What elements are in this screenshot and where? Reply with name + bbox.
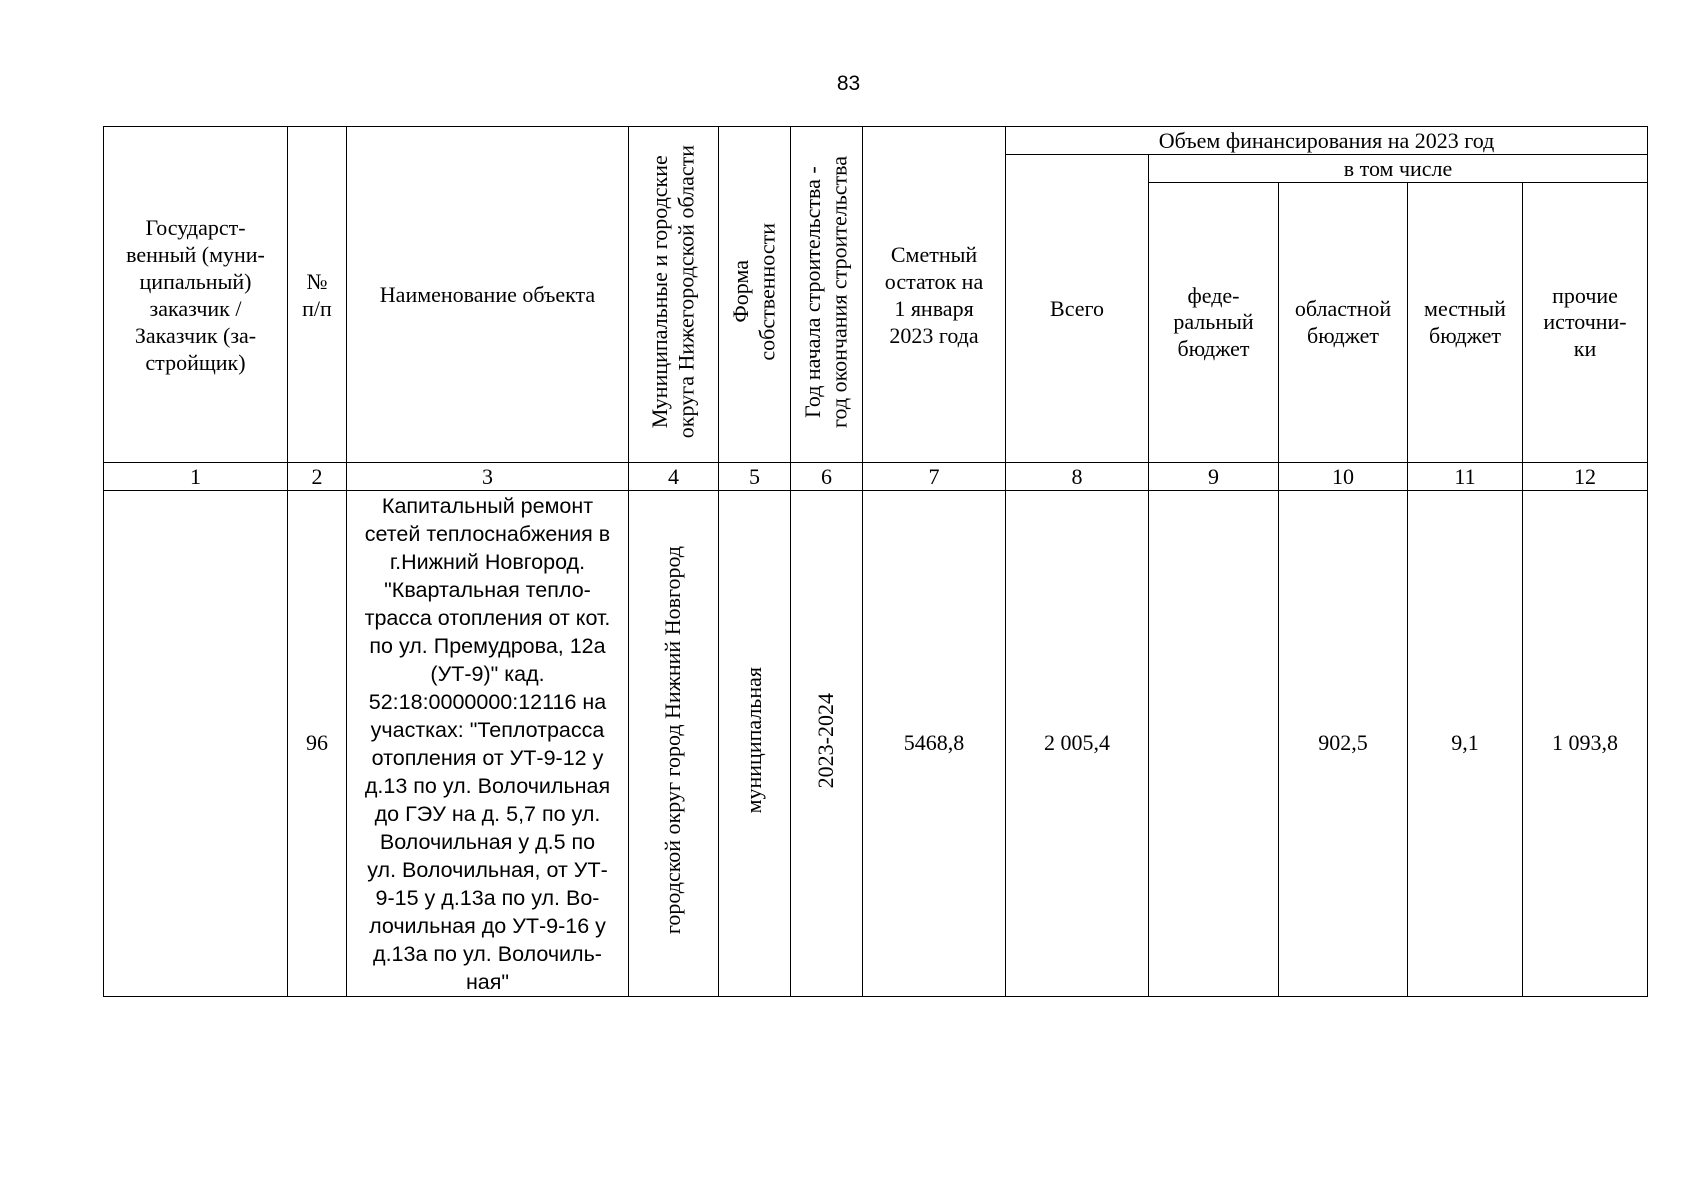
column-number: 2 — [288, 463, 347, 491]
cell-total: 2 005,4 — [1006, 491, 1149, 997]
header-local: местный бюджет — [1408, 183, 1523, 463]
column-number: 8 — [1006, 463, 1149, 491]
cell-other: 1 093,8 — [1523, 491, 1648, 997]
cell-remainder: 5468,8 — [863, 491, 1006, 997]
financing-table — [103, 126, 1648, 997]
table-row — [104, 491, 1648, 997]
cell-customer — [104, 491, 288, 997]
cell-federal — [1149, 491, 1279, 997]
column-number: 1 — [104, 463, 288, 491]
cell-number: 96 — [288, 491, 347, 997]
header-financing-title: Объем финансирования на 2023 год — [1006, 127, 1648, 155]
header-number: № п/п — [288, 127, 347, 463]
column-number: 9 — [1149, 463, 1279, 491]
header-other: прочие источни- ки — [1523, 183, 1648, 463]
cell-object-name: Капитальный ремонт сетей теплоснабжения в г.Нижний Новгород. "Квартальная тепло- трасса отопления от кот. по ул. Премудрова, 12а (УТ-9)" кад. 52:18:0000000:12116 на участках: "Теплотрасса отопления от УТ-9-12 у д.13 по ул. Волочильная до ГЭУ на д. 5,7 по ул. Волочильная у д.5 по ул. Волочильная, от УТ- 9-15 у д.13а по ул. Во- лочильная до УТ-9-16 у д.13а по ул. Волочиль- ная" — [347, 491, 629, 997]
column-number: 11 — [1408, 463, 1523, 491]
column-number: 3 — [347, 463, 629, 491]
cell-ownership: муниципальная — [719, 491, 791, 997]
header-municipal: Муниципальные и городские округа Нижегородской области — [629, 127, 719, 463]
header-years: Год начала строительства - год окончания строительства — [791, 127, 863, 463]
header-federal: феде- ральный бюджет — [1149, 183, 1279, 463]
header-regional: областной бюджет — [1279, 183, 1408, 463]
header-remainder: Сметный остаток на 1 января 2023 года — [863, 127, 1006, 463]
cell-regional: 902,5 — [1279, 491, 1408, 997]
column-number: 12 — [1523, 463, 1648, 491]
header-including: в том числе — [1149, 155, 1648, 183]
page-number: 83 — [836, 72, 861, 95]
cell-local: 9,1 — [1408, 491, 1523, 997]
column-number: 5 — [719, 463, 791, 491]
header-object-name: Наименование объекта — [347, 127, 629, 463]
column-number: 6 — [791, 463, 863, 491]
column-number: 7 — [863, 463, 1006, 491]
column-number: 10 — [1279, 463, 1408, 491]
header-row-1 — [104, 127, 1648, 155]
cell-municipal: городской округ город Нижний Новгород — [629, 491, 719, 997]
column-numbers-row — [104, 463, 1648, 491]
header-total: Всего — [1006, 155, 1149, 463]
header-ownership: Форма собственности — [719, 127, 791, 463]
header-customer: Государст- венный (муни- ципальный) заказчик / Заказчик (за- стройщик) — [104, 127, 288, 463]
column-number: 4 — [629, 463, 719, 491]
cell-years: 2023-2024 — [791, 491, 863, 997]
